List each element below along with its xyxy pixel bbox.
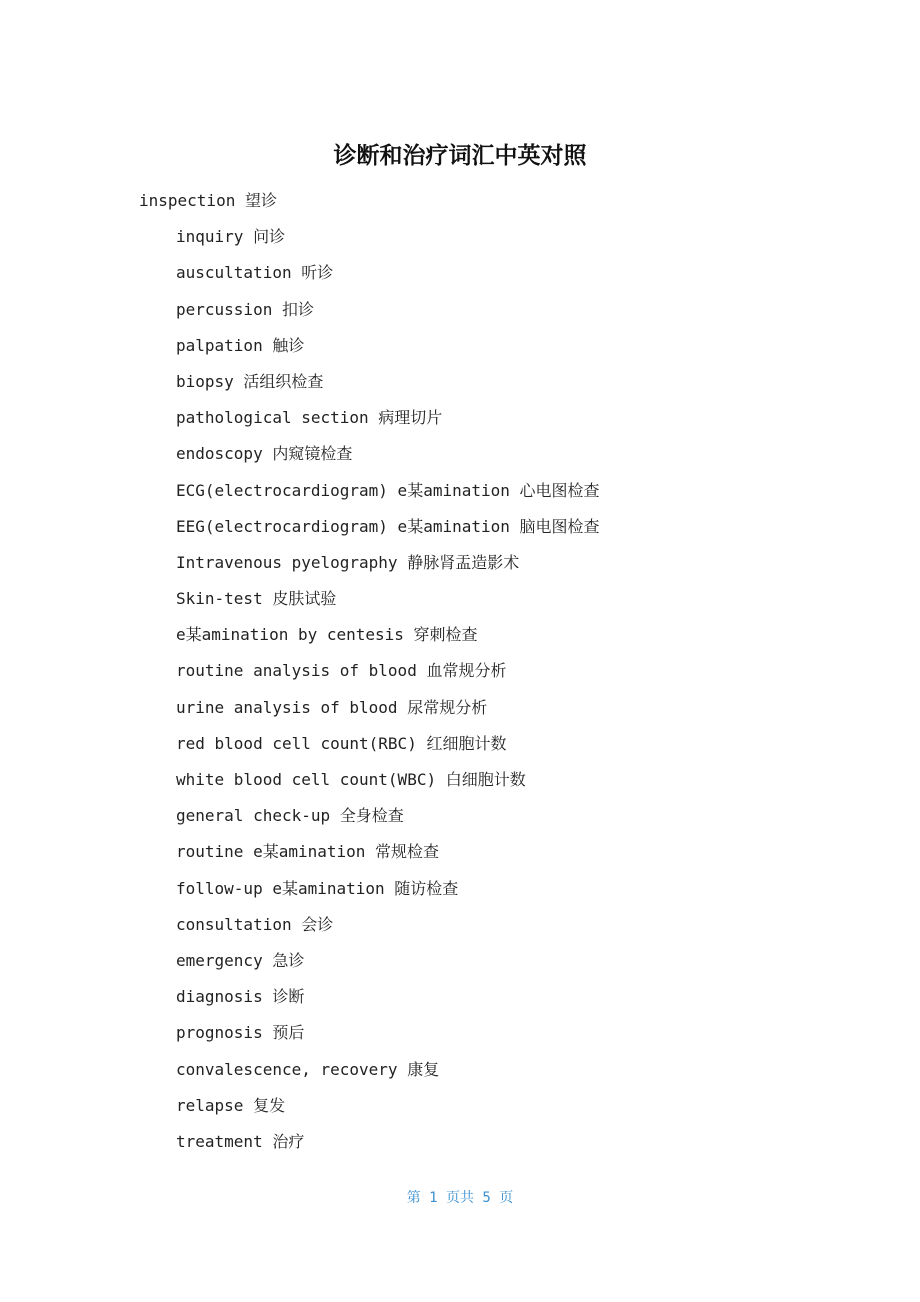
list-item: routine e某amination 常规检查 xyxy=(176,842,440,862)
list-item: red blood cell count(RBC) 红细胞计数 xyxy=(176,733,507,753)
term-list xyxy=(0,183,920,1160)
page-title: 诊断和治疗词汇中英对照 xyxy=(333,143,587,169)
list-item: general check-up 全身检查 xyxy=(176,806,404,826)
list-item: pathological section 病理切片 xyxy=(176,408,443,428)
page-footer: 第 1 页共 5 页 xyxy=(406,1190,514,1206)
list-item: Skin-test 皮肤试验 xyxy=(176,589,337,609)
list-item: white blood cell count(WBC) 白细胞计数 xyxy=(176,770,526,789)
list-item: convalescence, recovery 康复 xyxy=(176,1059,440,1079)
list-item: treatment 治疗 xyxy=(176,1131,305,1151)
list-item: EEG(electrocardiogram) e某amination 脑电图检查 xyxy=(176,516,600,536)
list-item: ECG(electrocardiogram) e某amination 心电图检查 xyxy=(176,480,600,500)
list-item: relapse 复发 xyxy=(176,1095,286,1115)
list-item: biopsy 活组织检查 xyxy=(176,371,324,391)
list-item: consultation 会诊 xyxy=(176,914,334,934)
list-item: routine analysis of blood 血常规分析 xyxy=(176,661,507,681)
list-item: percussion 扣诊 xyxy=(176,299,314,319)
list-item: endoscopy 内窥镜检查 xyxy=(176,444,353,464)
list-item: palpation 触诊 xyxy=(176,335,305,355)
list-item: inquiry 问诊 xyxy=(176,227,286,247)
list-item: follow-up e某amination 随访检查 xyxy=(176,878,459,898)
list-item: emergency 急诊 xyxy=(176,950,305,970)
list-item: auscultation 听诊 xyxy=(176,263,334,283)
list-item: e某amination by centesis 穿刺检查 xyxy=(176,625,478,645)
list-item: diagnosis 诊断 xyxy=(176,987,305,1007)
list-item: urine analysis of blood 尿常规分析 xyxy=(176,697,488,717)
list-item: inspection 望诊 xyxy=(139,191,277,210)
list-item: prognosis 预后 xyxy=(176,1023,305,1043)
list-item: Intravenous pyelography 静脉肾盂造影术 xyxy=(176,552,520,572)
